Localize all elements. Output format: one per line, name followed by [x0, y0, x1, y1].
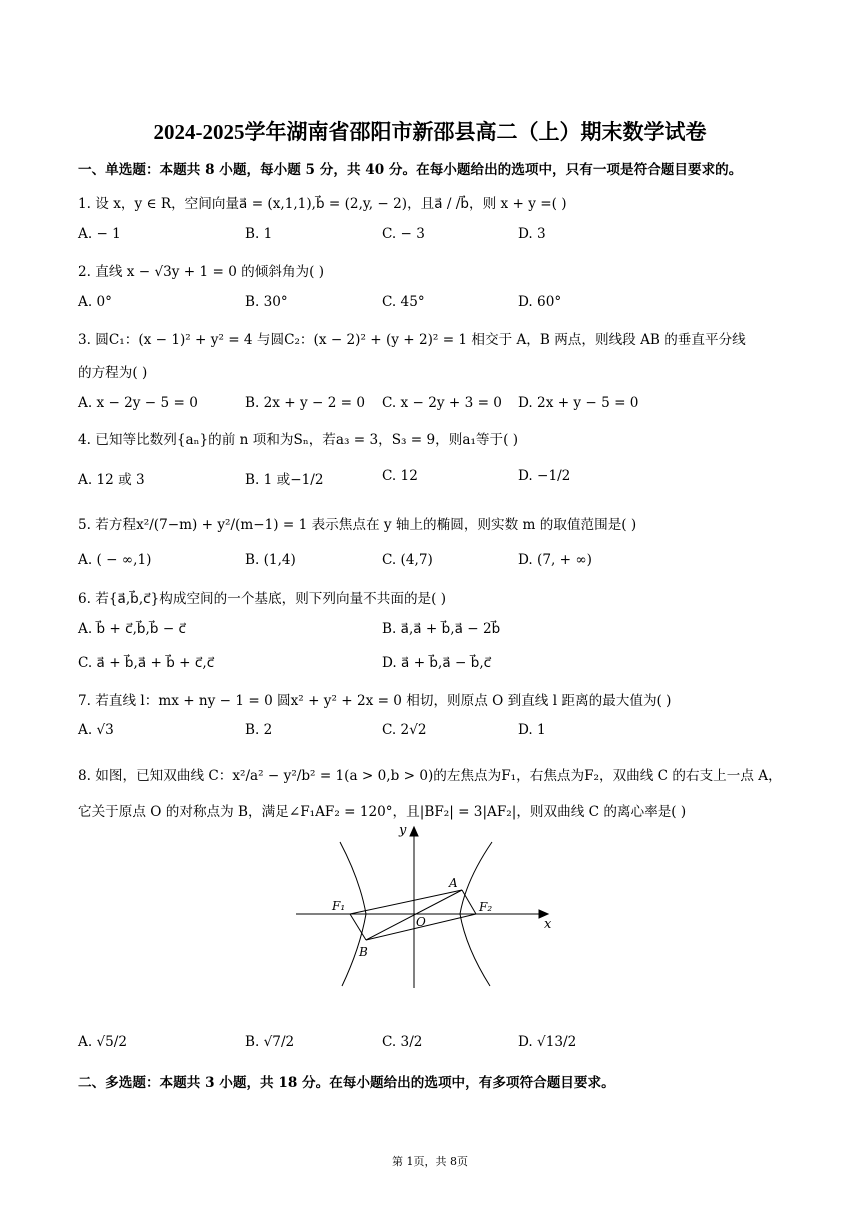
q2-option-a: A. 0°: [78, 294, 112, 310]
page-title: 2024-2025学年湖南省邵阳市新邵县高二（上）期末数学试卷: [153, 120, 707, 144]
q1-option-b: B. 1: [245, 226, 273, 242]
section-heading-single-choice: 一、单选题：本题共 8 小题，每小题 5 分，共 40 分。在每小题给出的选项中，只有一项是符合题目要求的。: [78, 162, 743, 178]
question-7-stem: 7. 若直线 l：mx + ny − 1 = 0 圆x² + y² + 2x = 0 相切，则原点 O 到直线 l 距离的最大值为( ): [78, 693, 672, 709]
q2-option-d: D. 60°: [518, 294, 562, 310]
y-axis-arrow: [410, 827, 418, 836]
question-4-stem: 4. 已知等比数列{aₙ}的前 n 项和为Sₙ，若a₃ = 3，S₃ = 9，则a₁等于( ): [78, 432, 519, 448]
q8-option-a: A. √5/2: [78, 1034, 127, 1050]
q8-option-c: C. 3/2: [382, 1034, 423, 1050]
q5-option-c: C. (4,7): [382, 552, 433, 568]
q8-option-b: B. √7/2: [245, 1034, 295, 1050]
label-a: A: [449, 876, 458, 890]
q4-option-c: C. 12: [382, 468, 418, 484]
q1-option-a: A. − 1: [78, 226, 121, 242]
q3-option-c: C. x − 2y + 3 = 0: [382, 395, 502, 411]
segment-a-f2: [462, 890, 476, 914]
q3-option-d: D. 2x + y − 5 = 0: [518, 395, 639, 411]
label-f2: F₂: [479, 900, 493, 914]
q3-option-b: B. 2x + y − 2 = 0: [245, 395, 366, 411]
segment-f1-a: [350, 890, 462, 914]
q6-option-b: B. a⃗,a⃗ + b⃗,a⃗ − 2b⃗: [382, 621, 501, 637]
question-8-stem-line1: 8. 如图，已知双曲线 C：x²/a² − y²/b² = 1(a > 0,b > 0)的左焦点为F₁，右焦点为F₂，双曲线 C 的右支上一点 A，: [78, 768, 782, 784]
hyperbola-figure: [296, 820, 558, 990]
question-3-stem-line2: 的方程为( ): [78, 365, 148, 381]
question-3-stem-line1: 3. 圆C₁：(x − 1)² + y² = 4 与圆C₂：(x − 2)² + (y + 2)² = 1 相交于 A，B 两点，则线段 AB 的垂直平分线: [78, 332, 746, 348]
label-x: x: [544, 917, 552, 932]
q5-option-a: A. ( − ∞,1): [78, 552, 152, 568]
label-f1: F₁: [332, 899, 346, 913]
q4-option-b: B. 1 或−1/2: [245, 472, 324, 488]
q7-option-c: C. 2√2: [382, 722, 427, 738]
q3-option-a: A. x − 2y − 5 = 0: [78, 395, 198, 411]
q2-option-b: B. 30°: [245, 294, 288, 310]
section-heading-multiple-choice: 二、多选题：本题共 3 小题，共 18 分。在每小题给出的选项中，有多项符合题目要求。: [78, 1075, 615, 1091]
q4-option-a: A. 12 或 3: [78, 472, 145, 488]
q8-option-d: D. √13/2: [518, 1034, 577, 1050]
q6-option-d: D. a⃗ + b⃗,a⃗ − b⃗,c⃗: [382, 655, 492, 671]
label-origin: O: [416, 915, 426, 929]
q5-option-d: D. (7, + ∞): [518, 552, 592, 568]
q7-option-a: A. √3: [78, 722, 114, 738]
label-b: B: [359, 945, 368, 959]
q4-option-d: D. −1/2: [518, 468, 571, 484]
q2-option-c: C. 45°: [382, 294, 425, 310]
q7-option-b: B. 2: [245, 722, 273, 738]
question-5-stem: 5. 若方程x²/(7−m) + y²/(m−1) = 1 表示焦点在 y 轴上的椭圆，则实数 m 的取值范围是( ): [78, 517, 637, 533]
question-8-stem-line2: 它关于原点 O 的对称点为 B，满足∠F₁AF₂ = 120°，且|BF₂| = 3|AF₂|，则双曲线 C 的离心率是( ): [78, 804, 687, 820]
q6-option-c: C. a⃗ + b⃗,a⃗ + b⃗ + c⃗,c⃗: [78, 655, 215, 671]
q5-option-b: B. (1,4): [245, 552, 296, 568]
q7-option-d: D. 1: [518, 722, 546, 738]
question-2-stem: 2. 直线 x − √3y + 1 = 0 的倾斜角为( ): [78, 264, 325, 280]
question-6-stem: 6. 若{a⃗,b⃗,c⃗}构成空间的一个基底，则下列向量不共面的是( ): [78, 591, 447, 607]
label-y: y: [399, 823, 407, 838]
page-footer: 第 1页，共 8页: [392, 1155, 468, 1168]
q1-option-c: C. − 3: [382, 226, 425, 242]
q6-option-a: A. b⃗ + c⃗,b⃗,b⃗ − c⃗: [78, 621, 186, 637]
q1-option-d: D. 3: [518, 226, 546, 242]
question-1-stem: 1. 设 x，y ∈ R，空间向量a⃗ = (x,1,1),b⃗ = (2,y, − 2)，且a⃗ / /b⃗，则 x + y =( ): [78, 196, 567, 212]
